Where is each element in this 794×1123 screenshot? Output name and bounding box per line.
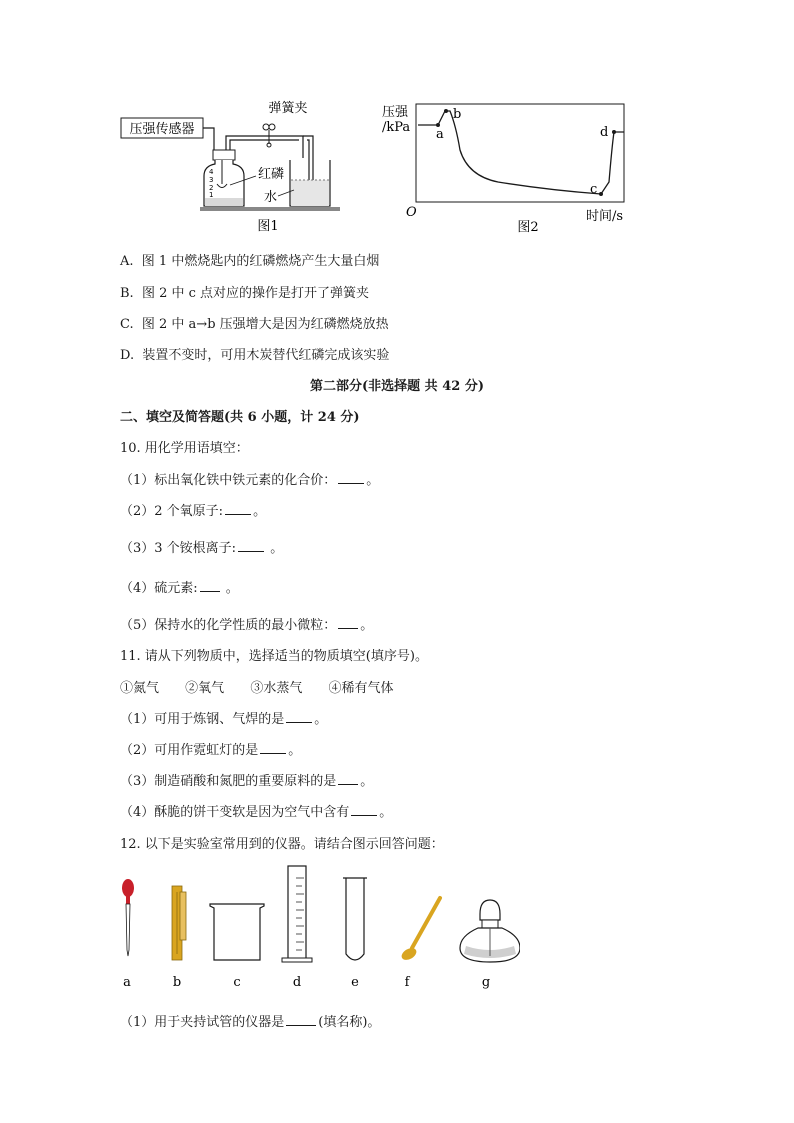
instrument-label-b: b xyxy=(172,975,182,990)
q12-item-1: （1）用于夹持试管的仪器是 (填名称)。 xyxy=(120,1015,381,1030)
answer-blank[interactable] xyxy=(225,502,251,515)
choice-c: C. 图 2 中 a→b 压强增大是因为红磷燃烧放热 xyxy=(120,317,389,332)
choice-d: D. 装置不变时，可用木炭替代红磷完成该实验 xyxy=(120,348,390,363)
water-label: 水 xyxy=(264,190,278,205)
q11-option-1: ①氮气 xyxy=(120,681,160,696)
y-label-line1: 压强 xyxy=(382,105,409,120)
answer-blank[interactable] xyxy=(200,579,220,592)
scale-mark-1: 1 xyxy=(209,191,214,199)
graduated-cylinder-icon xyxy=(282,866,312,962)
q10-stem: 10. 用化学用语填空： xyxy=(120,441,249,456)
answer-blank[interactable] xyxy=(338,616,358,629)
medicine-spoon-icon xyxy=(400,898,440,962)
q11-item-4: （4）酥脆的饼干变软是因为空气中含有 。 xyxy=(120,805,393,820)
q10-item-4: （4）硫元素: 。 xyxy=(120,581,239,596)
answer-blank[interactable] xyxy=(286,1013,316,1026)
instrument-label-a: a xyxy=(123,975,131,990)
scale-mark-4: 4 xyxy=(209,168,214,176)
q11-stem: 11. 请从下列物质中，选择适当的物质填空(填序号)。 xyxy=(120,649,428,664)
lab-instruments xyxy=(100,858,520,998)
point-d: d xyxy=(600,125,609,140)
answer-blank[interactable] xyxy=(286,710,312,723)
y-label-line2: /kPa xyxy=(382,120,411,135)
point-a: a xyxy=(436,127,444,142)
instrument-label-d: d xyxy=(292,975,302,990)
instrument-label-c: c xyxy=(233,975,241,990)
answer-blank[interactable] xyxy=(338,772,358,785)
figure2-caption: 图2 xyxy=(517,220,539,235)
q11-item-1: （1）可用于炼钢、气焊的是 。 xyxy=(120,712,328,727)
section2-title: 二、填空及简答题(共 6 小题，计 24 分) xyxy=(120,410,360,425)
dropper-icon xyxy=(122,879,134,956)
beaker-icon xyxy=(210,904,264,960)
clip-label: 弹簧夹 xyxy=(268,101,308,116)
q11-options xyxy=(120,677,415,696)
instrument-label-e: e xyxy=(351,975,359,990)
part2-title: 第二部分(非选择题 共 42 分) xyxy=(310,379,484,394)
x-label: 时间/s xyxy=(586,209,624,224)
answer-blank[interactable] xyxy=(260,741,286,754)
answer-blank[interactable] xyxy=(238,539,264,552)
q11-item-2: （2）可用作霓虹灯的是 。 xyxy=(120,743,302,758)
phosphorus-label: 红磷 xyxy=(258,167,285,182)
alcohol-lamp-icon xyxy=(460,900,520,962)
answer-blank[interactable] xyxy=(338,471,364,484)
choice-a: A. 图 1 中燃烧匙内的红磷燃烧产生大量白烟 xyxy=(120,254,380,269)
q10-item-5: （5）保持水的化学性质的最小微粒： 。 xyxy=(120,618,374,633)
figure1-apparatus xyxy=(118,98,358,238)
q12-stem: 12. 以下是实验室常用到的仪器。请结合图示回答问题： xyxy=(120,837,444,852)
test-tube-holder-icon xyxy=(172,886,186,960)
q10-item-1: （1）标出氧化铁中铁元素的化合价： 。 xyxy=(120,473,380,488)
origin-label: O xyxy=(406,205,417,220)
q10-item-2: （2）2 个氧原子: 。 xyxy=(120,504,267,519)
test-tube-icon xyxy=(343,878,367,960)
sensor-label: 压强传感器 xyxy=(129,122,195,137)
point-b: b xyxy=(453,107,462,122)
figure2-pressure-curve xyxy=(378,98,648,238)
scale-mark-2: 2 xyxy=(209,184,214,192)
q11-option-2: ②氧气 xyxy=(185,681,225,696)
q11-option-4: ④稀有气体 xyxy=(328,681,394,696)
point-c: c xyxy=(590,182,598,197)
q11-option-3: ③水蒸气 xyxy=(250,681,303,696)
q10-item-3: （3）3 个铵根离子: 。 xyxy=(120,541,284,556)
choice-b: B. 图 2 中 c 点对应的操作是打开了弹簧夹 xyxy=(120,286,370,301)
answer-blank[interactable] xyxy=(351,803,377,816)
figure1-caption: 图1 xyxy=(257,219,279,234)
q11-item-3: （3）制造硝酸和氮肥的重要原料的是 。 xyxy=(120,774,374,789)
instrument-label-g: g xyxy=(481,975,491,990)
scale-mark-3: 3 xyxy=(209,176,214,184)
instrument-label-f: f xyxy=(404,975,410,990)
